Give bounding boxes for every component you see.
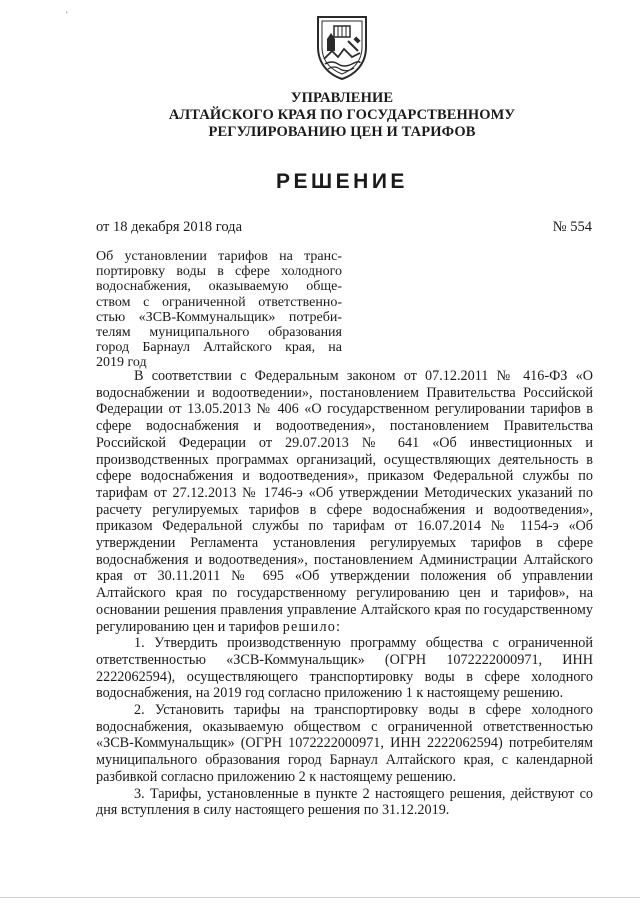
item-1-paragraph: 1. Утвердить производственную программу общества с ограниченной ответственностью «ЗСВ-Коммунальщик» (ОГРН 1072222000971, ИНН 2222062594), осуществляющего транспортировку воды в сфере холодного водоснабжения, на 2019 год согласно приложению 1 к настоящему решению. xyxy=(96,635,593,702)
org-name-line-2: АЛТАЙСКОГО КРАЯ ПО ГОСУДАРСТВЕННОМУ xyxy=(168,107,516,123)
item-2-paragraph: 2. Установить тарифы на транспортировку воды в сфере холодного водоснабжения, оказываемую обществом с ограниченной ответственностью «ЗСВ-Коммунальщик» (ОГРН 1072222000971, ИНН 2222062594) потребителям муниципального образования город Барнаул Алтайского края, с календарной разбивкой согласно приложению 2 к настоящему решению. xyxy=(96,702,593,785)
subject-line: Об установлении тарифов на транс- xyxy=(96,249,342,264)
page-bottom-divider xyxy=(0,897,640,898)
subject-line: ством с ограниченной ответственно- xyxy=(96,294,342,310)
subject-line: город Барнаул Алтайского края, на xyxy=(96,340,342,356)
subject-line: стью «ЗСВ-Коммунальщик» потреби- xyxy=(96,309,342,325)
org-name-line-3: РЕГУЛИРОВАНИЮ ЦЕН И ТАРИФОВ xyxy=(208,124,476,140)
document-number: № 554 xyxy=(552,219,592,235)
preamble-text: В соответствии с Федеральным законом от 07.12.2011 № 416-ФЗ «О водоснабжении и водоотведении», постановлением Правительства Российской Федерации от 13.05.2013 № 406 «О государственном регулировании тарифов в сфере водоснабжения и водоотведения», постановлением Правительства Российской Федерации от 29.07.2013 № 641 «Об инвестиционных и производственных программах организаций, осуществляющих деятельность в сфере водоснабжения и водоотведения», приказом Федеральной службы по тарифам от 27.12.2013 № 1746-э «Об утверждении Методических указаний по расчету регулируемых тарифов в сфере водоснабжения и водоотведения», приказом Федеральной службы по тарифам от 16.07.2014 № 1154-э «Об утверждении Регламента установления регулируемых тарифов в сфере водоснабжения и водоотведения», постановлением Администрации Алтайского края от 30.11.2011 № 695 «Об утверждении положения об управлении Алтайского края по государственному регулированию цен и тарифов», на основании решения правления управление Алтайского края по государственному регулированию цен и тарифов xyxy=(96,368,593,635)
subject-line: водоснабжения, оказываемую обще- xyxy=(96,279,342,295)
scan-mark: ' xyxy=(66,10,68,20)
subject-line: портировку воды в сфере холодного xyxy=(96,264,342,280)
decided-word: решило: xyxy=(282,618,342,635)
document-date: от 18 декабря 2018 года xyxy=(96,219,242,235)
item-3-paragraph: 3. Тарифы, установленные в пункте 2 настоящего решения, действуют со дня вступления в силу настоящего решения по 31.12.2019. xyxy=(96,785,593,819)
altai-krai-coat-of-arms-icon xyxy=(314,13,370,81)
org-name-line-1: УПРАВЛЕНИЕ xyxy=(290,90,394,106)
document-body xyxy=(96,368,593,819)
subject-line: телям муниципального образования xyxy=(96,325,342,341)
document-subject xyxy=(96,249,342,371)
preamble-paragraph xyxy=(96,368,593,635)
subject-line: 2019 год xyxy=(96,355,147,371)
document-title: РЕШЕНИЕ xyxy=(276,170,408,193)
